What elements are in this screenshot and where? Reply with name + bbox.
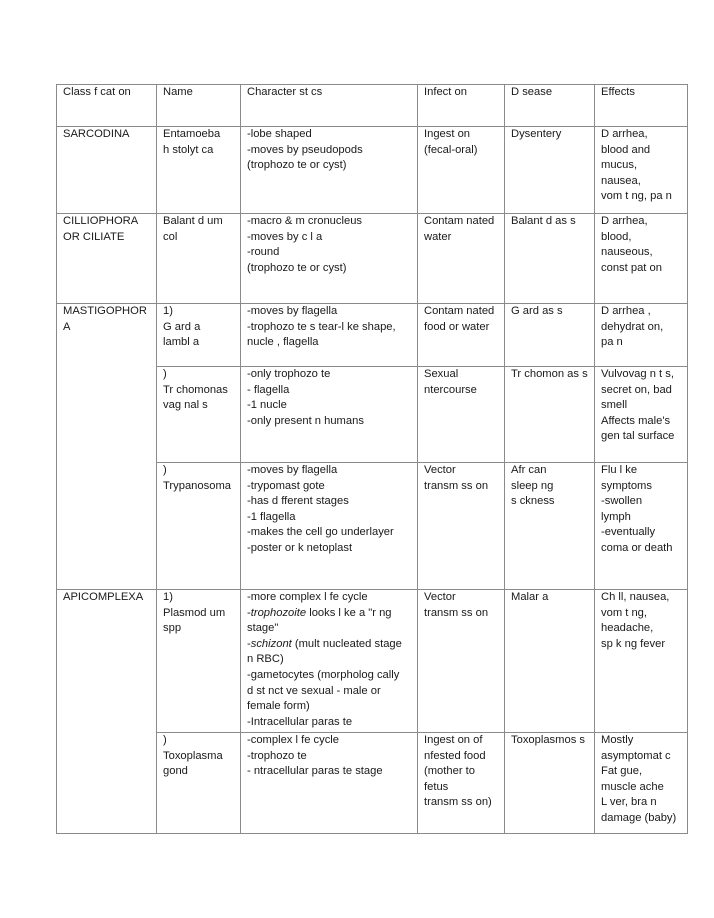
characteristics-cell: -moves by flagella -trypomast gote -has d fferent stages -1 flagella -makes the cell go underlayer -poster or k netoplast [241, 463, 418, 590]
header-row [57, 85, 688, 127]
effects-cell: Flu l ke symptoms -swollen lymph -eventually coma or death [595, 463, 688, 590]
name-cell: 1) Plasmod um spp [157, 590, 241, 733]
table-row [57, 127, 688, 214]
effects-cell: D arrhea, blood and mucus, nausea, vom t ng, pa n [595, 127, 688, 214]
header-infection: Infect on [418, 85, 505, 127]
char-line: -trophozoite looks l ke a "r ng [247, 606, 392, 619]
characteristics-cell: -only trophozo te - flagella -1 nucle -only present n humans [241, 367, 418, 463]
effects-cell: Ch ll, nausea, vom t ng, headache, sp k ng fever [595, 590, 688, 733]
effects-cell: Mostly asymptomat c Fat gue, muscle ache L ver, bra n damage (baby) [595, 733, 688, 834]
infection-cell: Contam nated food or water [418, 304, 505, 367]
classification-cell: MASTIGOPHOR A [57, 304, 157, 590]
name-cell: ) Toxoplasma gond [157, 733, 241, 834]
characteristics-cell: -moves by flagella -trophozo te s tear-l ke shape, nucle , flagella [241, 304, 418, 367]
classification-cell: CILLIOPHORA OR CILIATE [57, 214, 157, 304]
characteristics-cell [241, 590, 418, 733]
effects-cell: Vulvovag n t s, secret on, bad smell Affects male's gen tal surface [595, 367, 688, 463]
protozoa-classification-table [56, 84, 688, 834]
infection-cell: Vector transm ss on [418, 590, 505, 733]
char-line: d st nct ve sexual - male or [247, 684, 381, 697]
table-row [57, 214, 688, 304]
char-line: -Intracellular paras te [247, 715, 353, 728]
disease-cell: Toxoplasmos s [505, 733, 595, 834]
header-classification: Class f cat on [57, 85, 157, 127]
disease-cell: Dysentery [505, 127, 595, 214]
header-name: Name [157, 85, 241, 127]
classification-cell: APICOMPLEXA [57, 590, 157, 834]
infection-cell: Ingest on of nfested food (mother to fetus transm ss on) [418, 733, 505, 834]
characteristics-cell: -lobe shaped -moves by pseudopods (trophozo te or cyst) [241, 127, 418, 214]
infection-cell: Vector transm ss on [418, 463, 505, 590]
char-line: -schizont (mult nucleated stage [247, 637, 402, 650]
disease-cell: Malar a [505, 590, 595, 733]
header-characteristics: Character st cs [241, 85, 418, 127]
char-line: -gametocytes (morpholog cally [247, 668, 400, 681]
name-cell: Balant d um col [157, 214, 241, 304]
name-cell: ) Trypanosoma [157, 463, 241, 590]
char-line: female form) [247, 700, 310, 713]
char-line: -more complex l fe cycle [247, 591, 368, 603]
header-disease: D sease [505, 85, 595, 127]
char-line: stage" [247, 622, 279, 635]
infection-cell: Contam nated water [418, 214, 505, 304]
classification-cell: SARCODINA [57, 127, 157, 214]
disease-cell: Afr can sleep ng s ckness [505, 463, 595, 590]
characteristics-cell: -complex l fe cycle -trophozo te - ntracellular paras te stage [241, 733, 418, 834]
effects-cell: D arrhea, blood, nauseous, const pat on [595, 214, 688, 304]
table-row [57, 590, 688, 733]
disease-cell: Balant d as s [505, 214, 595, 304]
characteristics-cell: -macro & m cronucleus -moves by c l a -round (trophozo te or cyst) [241, 214, 418, 304]
disease-cell: Tr chomon as s [505, 367, 595, 463]
name-cell: ) Tr chomonas vag nal s [157, 367, 241, 463]
table-row [57, 304, 688, 367]
name-cell: Entamoeba h stolyt ca [157, 127, 241, 214]
header-effects: Effects [595, 85, 688, 127]
name-cell: 1) G ard a lambl a [157, 304, 241, 367]
disease-cell: G ard as s [505, 304, 595, 367]
infection-cell: Sexual ntercourse [418, 367, 505, 463]
effects-cell: D arrhea , dehydrat on, pa n [595, 304, 688, 367]
char-line: n RBC) [247, 653, 284, 666]
infection-cell: Ingest on (fecal-oral) [418, 127, 505, 214]
